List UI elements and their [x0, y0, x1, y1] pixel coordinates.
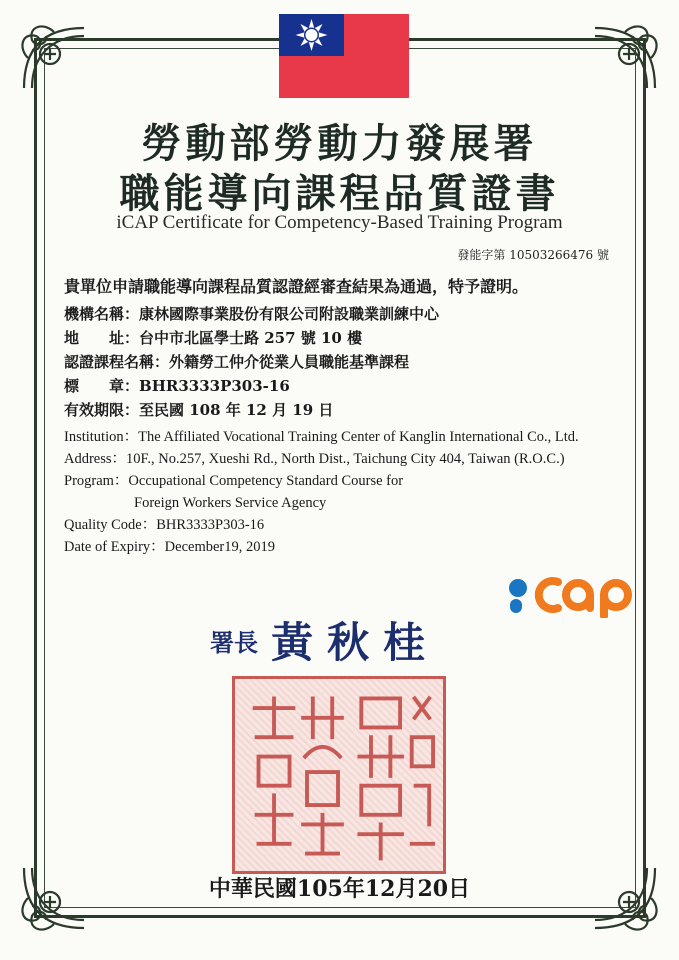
field-institution-en: Institution：The Affiliated Vocational Training Center of Kanglin International Co., Ltd.	[64, 429, 579, 445]
certification-statement: 貴單位申請職能導向課程品質認證經審查結果為通過，特予證明。	[64, 277, 529, 296]
icap-logo	[500, 568, 640, 618]
official-seal-icon	[232, 676, 446, 874]
field-address-en: Address：10F., No.257, Xueshi Rd., North Dist., Taichung City 404, Taiwan (R.O.C.)	[64, 451, 565, 467]
field-program-en: Program：Occupational Competency Standard Course for	[64, 473, 404, 489]
field-program-en-cont: Foreign Workers Service Agency	[134, 495, 327, 511]
field-institution-zh: 機構名稱：康林國際事業股份有限公司附設職業訓練中心	[64, 305, 440, 323]
title-english: iCAP Certificate for Competency-Based Training Program	[116, 212, 563, 233]
field-program-zh: 認證課程名稱：外籍勞工仲介從業人員職能基準課程	[64, 353, 410, 371]
field-mark-zh: 標 章：BHR3333P303-16	[64, 377, 290, 395]
roc-flag-icon	[279, 14, 409, 98]
corner-ornament-icon	[585, 18, 665, 98]
field-address-zh: 地 址：台中市北區學士路 257 號 10 樓	[64, 329, 363, 347]
issue-date: 中華民國105年12月20日	[208, 876, 471, 902]
corner-ornament-icon	[14, 18, 94, 98]
flag-canton	[279, 14, 344, 56]
document-number: 發能字第 10503266476 號	[457, 248, 609, 262]
title-line-1: 勞動部勞動力發展署	[141, 120, 538, 167]
title-line-2: 職能導向課程品質證書	[119, 170, 560, 217]
english-fields	[64, 426, 644, 558]
signature-block	[210, 610, 439, 670]
field-quality-code-en: Quality Code：BHR3333P303-16	[64, 517, 265, 533]
chinese-fields	[64, 302, 624, 422]
signer-name: 黃秋桂	[271, 618, 440, 667]
field-expiry-zh: 有效期限：至民國 108 年 12 月 19 日	[64, 401, 334, 419]
signer-title: 署長	[210, 627, 258, 657]
field-expiry-en: Date of Expiry：December19, 2019	[64, 539, 275, 555]
